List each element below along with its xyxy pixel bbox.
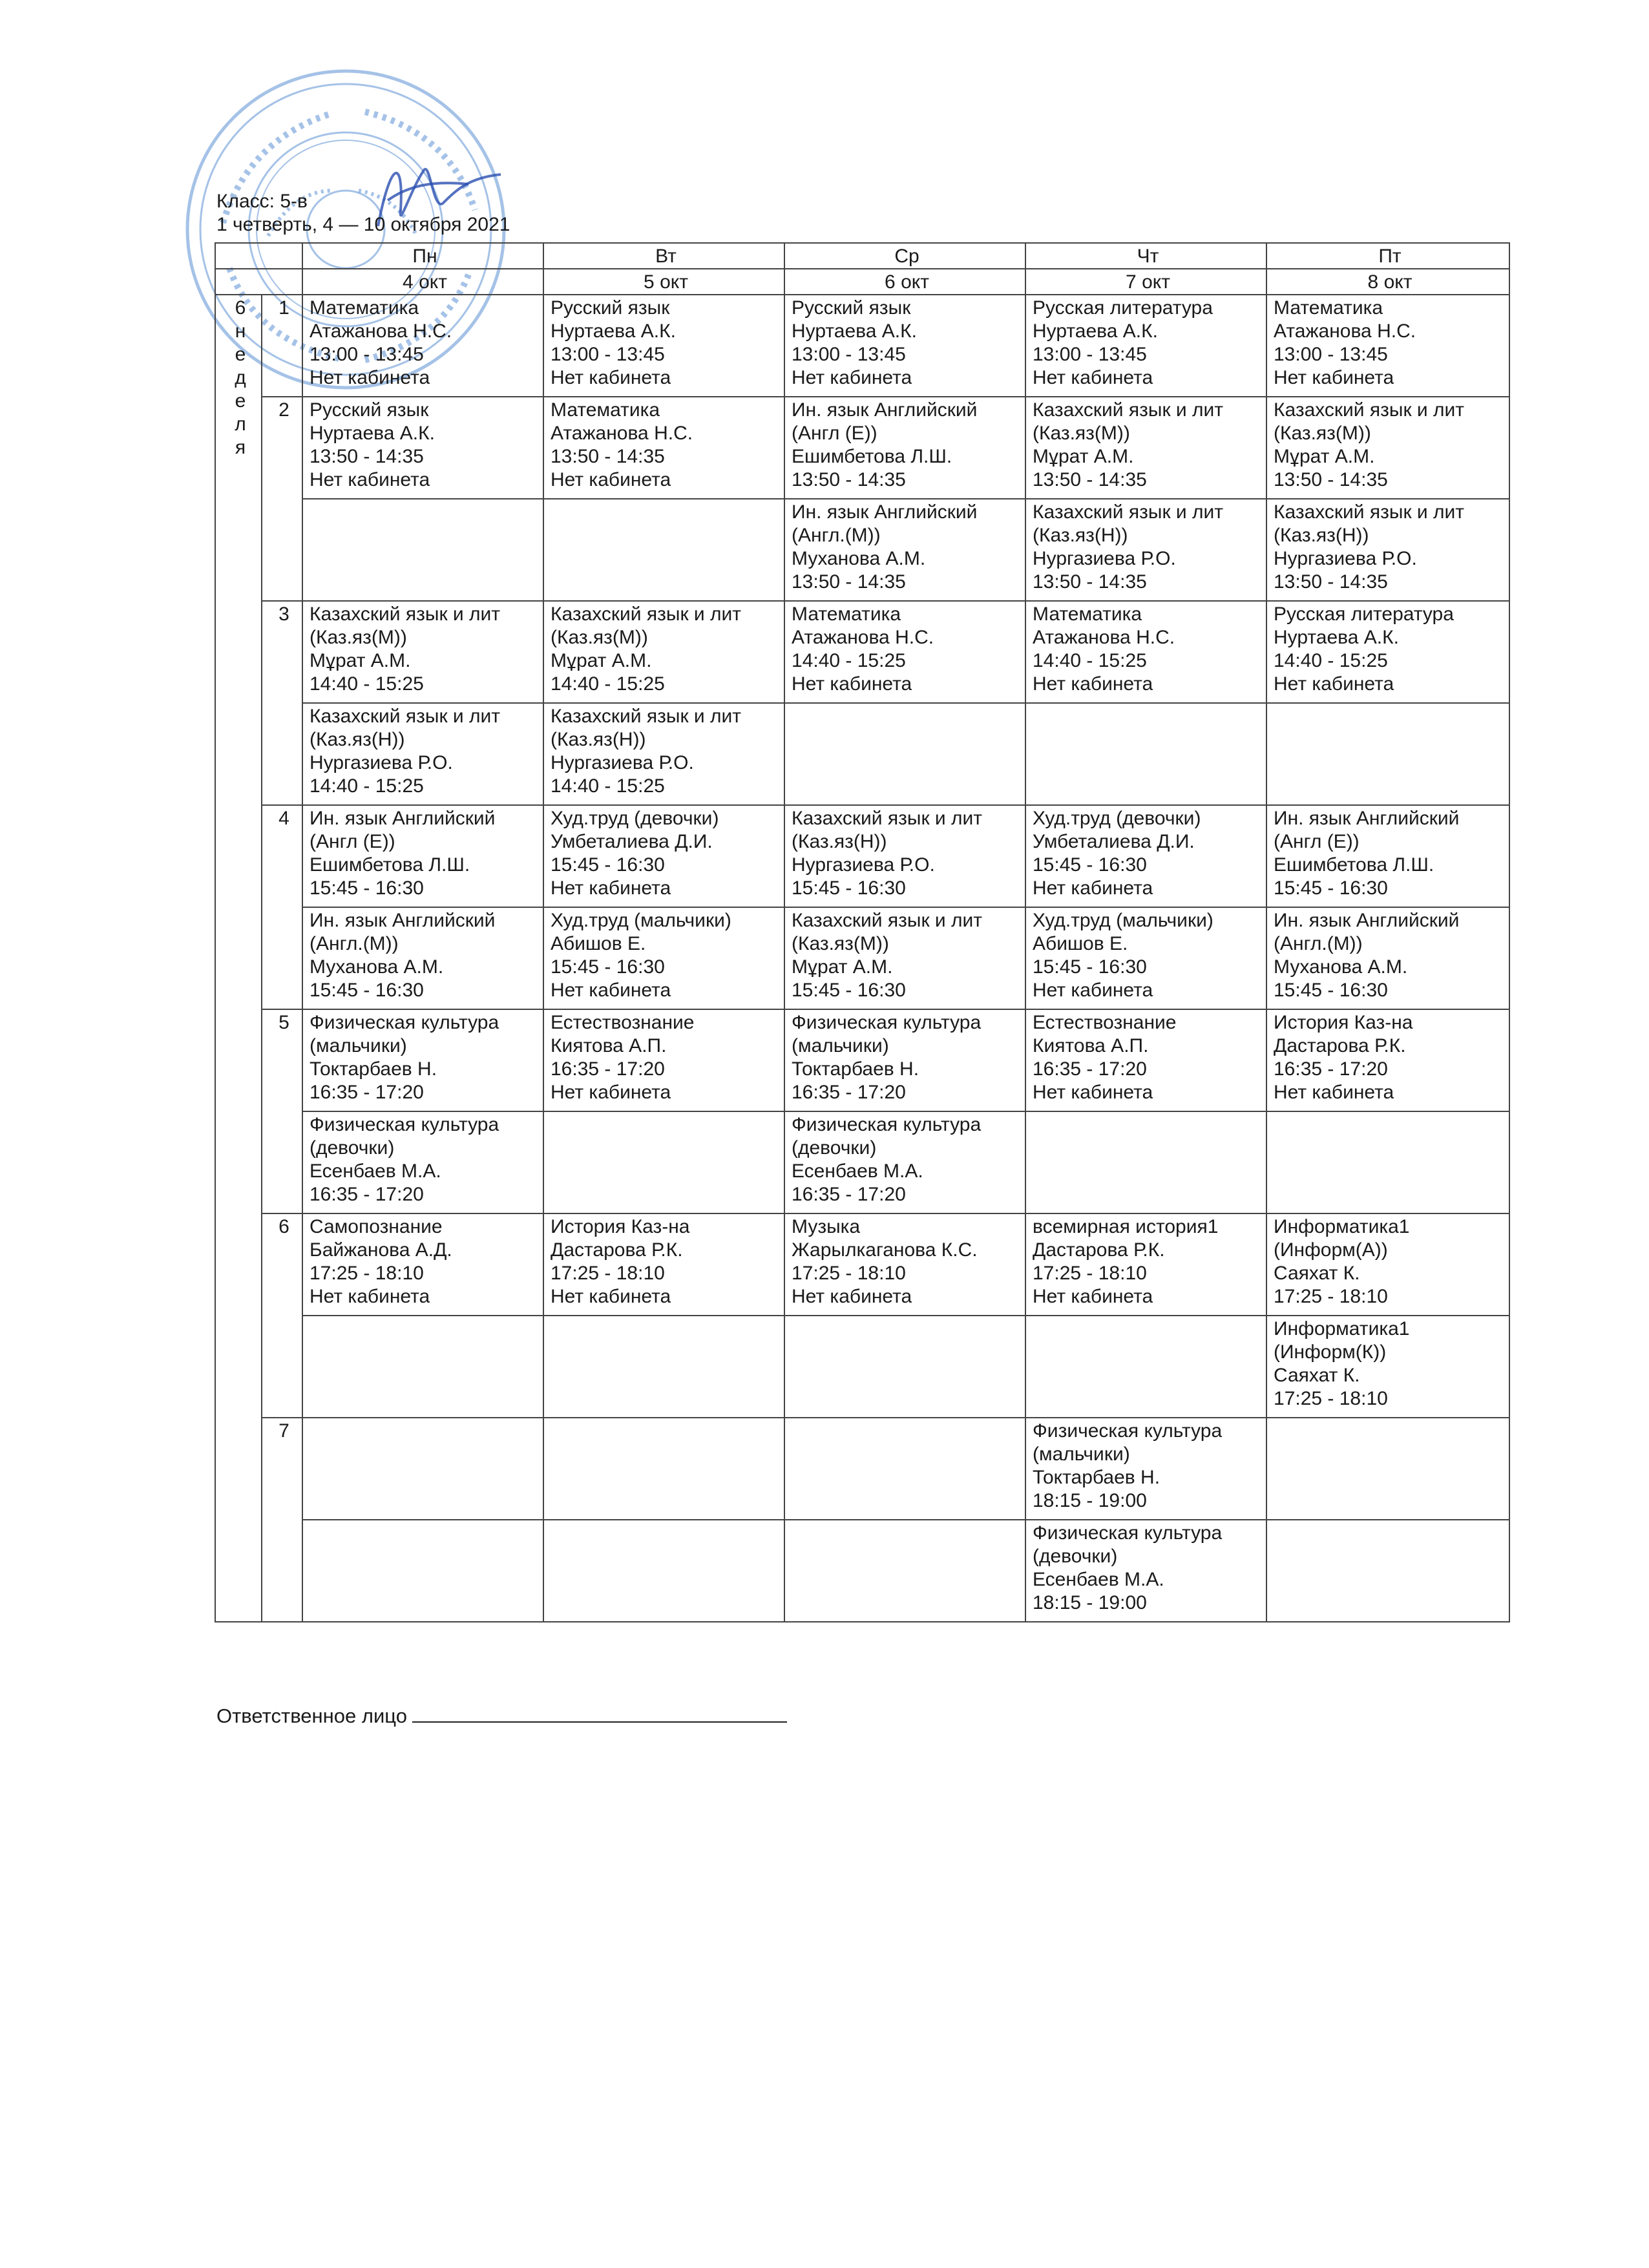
lesson-cell-line: Нуртаева А.К. <box>1274 627 1399 648</box>
lesson-cell-line: Казахский язык и лит <box>1274 399 1465 421</box>
lesson-cell-line: Нет кабинета <box>1033 1082 1153 1103</box>
empty-cell <box>1025 703 1266 805</box>
empty-cell <box>543 1316 784 1418</box>
lesson-cell <box>302 805 543 907</box>
lesson-cell-line: (Англ.(М)) <box>1274 933 1363 954</box>
lesson-cell-line: Естествознание <box>551 1012 695 1033</box>
lesson-number: 5 <box>262 1009 302 1213</box>
lesson-cell-line: Нет кабинета <box>1033 1286 1153 1307</box>
lesson-number: 3 <box>262 601 302 805</box>
lesson-cell-line: Физическая культура <box>1033 1522 1223 1544</box>
lesson-cell-line: Физическая культура <box>310 1012 499 1033</box>
lesson-cell-line: 18:15 - 19:00 <box>1033 1592 1147 1613</box>
lesson-cell-line: Ин. язык Английский <box>792 501 978 523</box>
lesson-cell-line: Нуртаева А.К. <box>310 423 435 444</box>
lesson-cell <box>1025 499 1266 601</box>
lesson-cell-line: Информатика1 <box>1274 1318 1410 1339</box>
week-label-letter: е <box>235 344 246 365</box>
empty-cell <box>1266 1520 1509 1622</box>
lesson-cell <box>784 601 1025 703</box>
empty-cell <box>784 1316 1025 1418</box>
lesson-cell-line: 15:45 - 16:30 <box>1033 956 1147 978</box>
lesson-cell-line: Самопознание <box>310 1216 443 1237</box>
week-label-letter: д <box>235 367 246 388</box>
lesson-cell-line: Информатика1 <box>1274 1216 1410 1237</box>
lesson-cell <box>784 499 1025 601</box>
lesson-cell-line: Жарылкаганова К.С. <box>792 1239 978 1261</box>
lesson-cell-line: История Каз-на <box>1274 1012 1413 1033</box>
lesson-cell-line: (девочки) <box>792 1137 877 1159</box>
lesson-cell-line: Музыка <box>792 1216 861 1237</box>
lesson-cell <box>1266 907 1509 1009</box>
lesson-cell-line: Математика <box>1274 297 1383 319</box>
lesson-cell-line: Худ.труд (мальчики) <box>1033 910 1213 931</box>
lesson-cell <box>784 907 1025 1009</box>
lesson-cell-line: Худ.труд (мальчики) <box>551 910 731 931</box>
lesson-cell-line: 13:00 - 13:45 <box>1274 344 1388 365</box>
lesson-cell-line: Дастарова Р.К. <box>551 1239 683 1261</box>
lesson-cell <box>784 1213 1025 1316</box>
lesson-cell-line: Абишов Е. <box>551 933 646 954</box>
week-label <box>215 295 262 1622</box>
lesson-cell-line: (Каз.яз(М)) <box>1274 423 1371 444</box>
lesson-cell-line: Ешимбетова Л.Ш. <box>310 854 470 876</box>
lesson-cell-line: 13:00 - 13:45 <box>1033 344 1147 365</box>
lesson-row <box>215 295 1509 397</box>
lesson-cell-line: Атажанова Н.С. <box>792 627 934 648</box>
lesson-cell-line: Токтарбаев Н. <box>1033 1467 1161 1488</box>
empty-cell <box>784 703 1025 805</box>
lesson-cell-line: Есенбаев М.А. <box>310 1160 441 1182</box>
lesson-cell-line: Нет кабинета <box>792 673 912 695</box>
lesson-cell-line: Казахский язык и лит <box>1274 501 1465 523</box>
lesson-cell-line: 16:35 - 17:20 <box>310 1082 424 1103</box>
lesson-cell-line: Мұрат А.М. <box>551 650 652 671</box>
week-label-letter: е <box>235 390 246 412</box>
lesson-cell-line: (Каз.яз(Н)) <box>310 729 405 750</box>
lesson-cell-line: Нет кабинета <box>551 980 671 1001</box>
lesson-row <box>215 1213 1509 1316</box>
lesson-cell-line: 15:45 - 16:30 <box>310 877 424 899</box>
lesson-cell <box>302 907 543 1009</box>
lesson-cell <box>1025 295 1266 397</box>
lesson-cell-line: Нет кабинета <box>310 469 430 490</box>
lesson-cell <box>1266 1213 1509 1316</box>
lesson-cell-line: Ешимбетова Л.Ш. <box>792 446 952 467</box>
lesson-cell-line: 13:00 - 13:45 <box>310 344 424 365</box>
lesson-cell <box>784 1111 1025 1213</box>
footer <box>216 1703 787 1728</box>
lesson-cell-line: Саяхат К. <box>1274 1263 1360 1284</box>
lesson-cell-line: (Англ.(М)) <box>792 525 881 546</box>
lesson-cell-line: Муханова А.М. <box>1274 956 1408 978</box>
lesson-cell-line: Нет кабинета <box>551 469 671 490</box>
lesson-cell-line: 13:50 - 14:35 <box>1033 469 1147 490</box>
week-label-letter: я <box>235 437 246 458</box>
corner-cell <box>215 243 302 269</box>
empty-cell <box>543 1520 784 1622</box>
lesson-cell-line: Муханова А.М. <box>310 956 444 978</box>
empty-cell <box>1025 1111 1266 1213</box>
lesson-number: 4 <box>262 805 302 1009</box>
lesson-cell-line: Нет кабинета <box>1274 367 1394 388</box>
lesson-cell-line: (Англ (Е)) <box>1274 831 1360 852</box>
lesson-cell <box>1266 295 1509 397</box>
lesson-cell-line: Русский язык <box>310 399 429 421</box>
lesson-cell <box>1025 1520 1266 1622</box>
lesson-cell <box>302 295 543 397</box>
lesson-cell-line: Токтарбаев Н. <box>792 1058 919 1080</box>
lesson-cell-line: История Каз-на <box>551 1216 690 1237</box>
lesson-cell-line: 13:00 - 13:45 <box>792 344 906 365</box>
lesson-cell-line: Нет кабинета <box>310 1286 430 1307</box>
lesson-cell-line: Нет кабинета <box>1033 877 1153 899</box>
lesson-cell <box>1025 397 1266 499</box>
lesson-cell <box>302 1009 543 1111</box>
lesson-cell-line: Атажанова Н.С. <box>310 320 452 342</box>
lesson-cell <box>302 1213 543 1316</box>
lesson-cell-line: 15:45 - 16:30 <box>1274 980 1388 1001</box>
lesson-cell-line: 17:25 - 18:10 <box>1274 1388 1388 1409</box>
period-label: 1 четверть, 4 — 10 октября 2021 <box>216 214 510 235</box>
day-name: Пн <box>302 243 543 269</box>
lesson-cell-line: (мальчики) <box>1033 1444 1130 1465</box>
lesson-cell-line: 15:45 - 16:30 <box>792 980 906 1001</box>
lesson-cell-line: Нургазиева Р.О. <box>1274 548 1417 569</box>
lesson-cell <box>784 1009 1025 1111</box>
lesson-cell-line: Нет кабинета <box>792 367 912 388</box>
lesson-cell-line: Худ.труд (девочки) <box>551 808 719 829</box>
lesson-cell-line: Нет кабинета <box>1033 980 1153 1001</box>
lesson-cell-line: 15:45 - 16:30 <box>792 877 906 899</box>
lesson-cell-line: Казахский язык и лит <box>1033 399 1224 421</box>
lesson-cell-line: Мұрат А.М. <box>792 956 893 978</box>
lesson-cell-line: Математика <box>310 297 419 319</box>
lesson-cell-line: (Информ(К)) <box>1274 1341 1387 1363</box>
empty-cell <box>543 1418 784 1520</box>
lesson-cell <box>1025 601 1266 703</box>
empty-cell <box>784 1418 1025 1520</box>
lesson-cell <box>1025 1418 1266 1520</box>
lesson-cell-line: 16:35 - 17:20 <box>792 1082 906 1103</box>
lesson-cell-line: Нуртаева А.К. <box>551 320 676 342</box>
lesson-cell-line: Казахский язык и лит <box>792 910 983 931</box>
lesson-cell <box>302 397 543 499</box>
lesson-cell-line: 13:50 - 14:35 <box>551 446 665 467</box>
week-label-letter: л <box>235 414 246 435</box>
lesson-cell-line: 13:50 - 14:35 <box>1274 571 1388 593</box>
lesson-cell-line: Мұрат А.М. <box>310 650 411 671</box>
lesson-cell-line: 15:45 - 16:30 <box>310 980 424 1001</box>
lesson-cell-line: Казахский язык и лит <box>551 604 742 625</box>
lesson-row <box>215 1316 1509 1418</box>
lesson-cell-line: 16:35 - 17:20 <box>792 1184 906 1205</box>
lesson-cell-line: 13:50 - 14:35 <box>792 469 906 490</box>
lesson-cell <box>1266 499 1509 601</box>
lesson-cell-line: Русский язык <box>551 297 670 319</box>
lesson-cell-line: Русский язык <box>792 297 911 319</box>
day-name: Чт <box>1025 243 1266 269</box>
empty-cell <box>543 1111 784 1213</box>
corner-cell <box>215 269 302 295</box>
lesson-cell-line: Атажанова Н.С. <box>551 423 693 444</box>
empty-cell <box>784 1520 1025 1622</box>
lesson-cell-line: 15:45 - 16:30 <box>1033 854 1147 876</box>
lesson-cell-line: (Каз.яз(Н)) <box>551 729 646 750</box>
header-row-days <box>215 243 1509 269</box>
lesson-cell-line: 13:00 - 13:45 <box>551 344 665 365</box>
lesson-cell-line: Нургазиева Р.О. <box>1033 548 1176 569</box>
day-date: 8 окт <box>1266 269 1509 295</box>
lesson-cell-line: 18:15 - 19:00 <box>1033 1490 1147 1511</box>
lesson-cell-line: Естествознание <box>1033 1012 1177 1033</box>
lesson-cell-line: Нуртаева А.К. <box>792 320 917 342</box>
header-row-dates <box>215 269 1509 295</box>
empty-cell <box>302 1418 543 1520</box>
lesson-cell-line: Казахский язык и лит <box>310 604 501 625</box>
lesson-cell-line: (Информ(А)) <box>1274 1239 1388 1261</box>
lesson-number: 6 <box>262 1213 302 1418</box>
lesson-cell-line: 14:40 - 15:25 <box>792 650 906 671</box>
lesson-row <box>215 703 1509 805</box>
lesson-cell-line: Умбеталиева Д.И. <box>551 831 713 852</box>
day-date: 6 окт <box>784 269 1025 295</box>
lesson-row <box>215 1009 1509 1111</box>
lesson-cell-line: 14:40 - 15:25 <box>551 673 665 695</box>
empty-cell <box>1025 1316 1266 1418</box>
lesson-cell-line: Атажанова Н.С. <box>1033 627 1175 648</box>
lesson-cell <box>543 1009 784 1111</box>
lesson-row <box>215 805 1509 907</box>
lesson-cell-line: 17:25 - 18:10 <box>551 1263 665 1284</box>
lesson-cell-line: Нургазиева Р.О. <box>792 854 935 876</box>
lesson-cell <box>543 805 784 907</box>
lesson-cell-line: 16:35 - 17:20 <box>310 1184 424 1205</box>
lesson-row <box>215 499 1509 601</box>
lesson-cell-line: 15:45 - 16:30 <box>1274 877 1388 899</box>
lesson-cell-line: Абишов Е. <box>1033 933 1128 954</box>
lesson-cell <box>1266 1316 1509 1418</box>
lesson-cell <box>302 703 543 805</box>
lesson-cell <box>543 295 784 397</box>
lesson-cell-line: 14:40 - 15:25 <box>1033 650 1147 671</box>
lesson-cell-line: Ин. язык Английский <box>310 910 496 931</box>
lesson-cell-line: Атажанова Н.С. <box>1274 320 1416 342</box>
lesson-cell <box>1025 1213 1266 1316</box>
lesson-cell <box>543 397 784 499</box>
lesson-cell-line: (мальчики) <box>310 1035 407 1056</box>
lesson-cell-line: Физическая культура <box>792 1114 982 1135</box>
lesson-cell-line: 16:35 - 17:20 <box>551 1058 665 1080</box>
lesson-cell-line: Нургазиева Р.О. <box>551 752 694 773</box>
lesson-cell-line: (Каз.яз(М)) <box>551 627 648 648</box>
day-name: Вт <box>543 243 784 269</box>
lesson-cell <box>1266 1009 1509 1111</box>
lesson-cell-line: Ин. язык Английский <box>792 399 978 421</box>
lesson-cell-line: (девочки) <box>1033 1546 1118 1567</box>
lesson-cell-line: Ин. язык Английский <box>1274 910 1460 931</box>
lesson-cell <box>543 1213 784 1316</box>
lesson-cell-line: Физическая культура <box>792 1012 982 1033</box>
day-date: 5 окт <box>543 269 784 295</box>
signature-line <box>412 1703 787 1723</box>
lesson-cell <box>1266 805 1509 907</box>
lesson-cell <box>784 805 1025 907</box>
lesson-cell-line: Токтарбаев Н. <box>310 1058 437 1080</box>
lesson-cell-line: Худ.труд (девочки) <box>1033 808 1201 829</box>
lesson-cell-line: (Англ (Е)) <box>792 423 877 444</box>
lesson-cell-line: Саяхат К. <box>1274 1365 1360 1386</box>
empty-cell <box>302 1520 543 1622</box>
lesson-cell-line: Физическая культура <box>1033 1420 1223 1442</box>
lesson-cell-line: Мұрат А.М. <box>1274 446 1375 467</box>
lesson-cell-line: (Каз.яз(Н)) <box>1274 525 1369 546</box>
lesson-cell <box>1025 907 1266 1009</box>
lesson-cell-line: Нет кабинета <box>551 877 671 899</box>
lesson-cell-line: 14:40 - 15:25 <box>310 673 424 695</box>
lesson-cell-line: (Каз.яз(М)) <box>792 933 889 954</box>
lesson-cell-line: Русская литература <box>1274 604 1454 625</box>
lesson-cell <box>784 295 1025 397</box>
lesson-cell-line: 17:25 - 18:10 <box>1033 1263 1147 1284</box>
lesson-cell-line: Нет кабинета <box>1033 673 1153 695</box>
lesson-cell-line: Есенбаев М.А. <box>792 1160 923 1182</box>
lesson-cell-line: Русская литература <box>1033 297 1213 319</box>
week-label-letter: 6 <box>235 297 246 319</box>
lesson-row <box>215 397 1509 499</box>
lesson-cell-line: Казахский язык и лит <box>1033 501 1224 523</box>
lesson-number: 1 <box>262 295 302 397</box>
lesson-row <box>215 1418 1509 1520</box>
schedule-table <box>215 242 1510 1622</box>
lesson-cell-line: 14:40 - 15:25 <box>310 775 424 797</box>
lesson-cell <box>1266 601 1509 703</box>
lesson-cell-line: 16:35 - 17:20 <box>1274 1058 1388 1080</box>
responsible-label: Ответственное лицо <box>216 1705 407 1727</box>
lesson-row <box>215 1520 1509 1622</box>
lesson-cell-line: 13:50 - 14:35 <box>1274 469 1388 490</box>
lesson-cell-line: Мұрат А.М. <box>1033 446 1134 467</box>
lesson-cell-line: (мальчики) <box>792 1035 889 1056</box>
lesson-cell-line: Нургазиева Р.О. <box>310 752 453 773</box>
lesson-cell-line: Нет кабинета <box>310 367 430 388</box>
lesson-cell-line: Казахский язык и лит <box>792 808 983 829</box>
lesson-cell <box>302 1111 543 1213</box>
lesson-cell-line: Нет кабинета <box>1274 673 1394 695</box>
empty-cell <box>1266 1418 1509 1520</box>
lesson-cell-line: Математика <box>551 399 660 421</box>
day-date: 4 окт <box>302 269 543 295</box>
empty-cell <box>1266 1111 1509 1213</box>
lesson-cell-line: Нет кабинета <box>551 1286 671 1307</box>
lesson-cell-line: (Каз.яз(М)) <box>1033 423 1130 444</box>
lesson-cell-line: Казахский язык и лит <box>310 706 501 727</box>
lesson-cell-line: Дастарова Р.К. <box>1274 1035 1406 1056</box>
lesson-cell-line: Ин. язык Английский <box>1274 808 1460 829</box>
lesson-cell-line: 14:40 - 15:25 <box>1274 650 1388 671</box>
lesson-cell-line: (девочки) <box>310 1137 395 1159</box>
day-name: Ср <box>784 243 1025 269</box>
lesson-cell-line: Ин. язык Английский <box>310 808 496 829</box>
lesson-cell-line: Физическая культура <box>310 1114 499 1135</box>
lesson-cell-line: 17:25 - 18:10 <box>310 1263 424 1284</box>
lesson-cell-line: (Каз.яз(Н)) <box>1033 525 1128 546</box>
lesson-cell <box>784 397 1025 499</box>
lesson-cell <box>543 703 784 805</box>
lesson-row <box>215 601 1509 703</box>
lesson-cell <box>1266 397 1509 499</box>
lesson-cell-line: Киятова А.П. <box>1033 1035 1149 1056</box>
lesson-cell-line: 13:50 - 14:35 <box>310 446 424 467</box>
lesson-cell-line: Нет кабинета <box>1274 1082 1394 1103</box>
lesson-cell-line: 17:25 - 18:10 <box>1274 1286 1388 1307</box>
day-date: 7 окт <box>1025 269 1266 295</box>
lesson-cell-line: (Каз.яз(Н)) <box>792 831 887 852</box>
lesson-cell-line: Нет кабинета <box>792 1286 912 1307</box>
lesson-number: 2 <box>262 397 302 601</box>
lesson-cell <box>1025 805 1266 907</box>
lesson-cell-line: 14:40 - 15:25 <box>551 775 665 797</box>
lesson-cell-line: Нет кабинета <box>551 367 671 388</box>
lesson-cell <box>543 907 784 1009</box>
day-name: Пт <box>1266 243 1509 269</box>
lesson-cell-line: 15:45 - 16:30 <box>551 956 665 978</box>
lesson-cell-line: всемирная история1 <box>1033 1216 1219 1237</box>
empty-cell <box>302 499 543 601</box>
lesson-cell-line: Нет кабинета <box>551 1082 671 1103</box>
lesson-cell-line: 15:45 - 16:30 <box>551 854 665 876</box>
lesson-cell-line: 13:50 - 14:35 <box>1033 571 1147 593</box>
lesson-cell-line: Нуртаева А.К. <box>1033 320 1158 342</box>
lesson-cell-line: Казахский язык и лит <box>551 706 742 727</box>
lesson-cell-line: Байжанова А.Д. <box>310 1239 452 1261</box>
lesson-cell-line: Нет кабинета <box>1033 367 1153 388</box>
lesson-cell <box>1025 1009 1266 1111</box>
lesson-cell <box>543 601 784 703</box>
empty-cell <box>1266 703 1509 805</box>
lesson-cell-line: Ешимбетова Л.Ш. <box>1274 854 1434 876</box>
lesson-cell-line: 17:25 - 18:10 <box>792 1263 906 1284</box>
lesson-cell-line: Математика <box>1033 604 1142 625</box>
lesson-cell-line: (Каз.яз(М)) <box>310 627 407 648</box>
lesson-cell <box>302 601 543 703</box>
lesson-row <box>215 1111 1509 1213</box>
lesson-cell-line: 13:50 - 14:35 <box>792 571 906 593</box>
lesson-cell-line: (Англ.(М)) <box>310 933 399 954</box>
class-label: Класс: 5-в <box>216 191 308 212</box>
lesson-row <box>215 907 1509 1009</box>
lesson-cell-line: Киятова А.П. <box>551 1035 667 1056</box>
empty-cell <box>543 499 784 601</box>
lesson-cell-line: Математика <box>792 604 901 625</box>
lesson-cell-line: Умбеталиева Д.И. <box>1033 831 1195 852</box>
lesson-cell-line: Дастарова Р.К. <box>1033 1239 1165 1261</box>
lesson-cell-line: Есенбаев М.А. <box>1033 1569 1164 1590</box>
lesson-cell-line: 16:35 - 17:20 <box>1033 1058 1147 1080</box>
empty-cell <box>302 1316 543 1418</box>
lesson-cell-line: (Англ (Е)) <box>310 831 395 852</box>
lesson-number: 7 <box>262 1418 302 1622</box>
lesson-cell-line: Муханова А.М. <box>792 548 926 569</box>
week-label-letter: н <box>235 320 246 342</box>
